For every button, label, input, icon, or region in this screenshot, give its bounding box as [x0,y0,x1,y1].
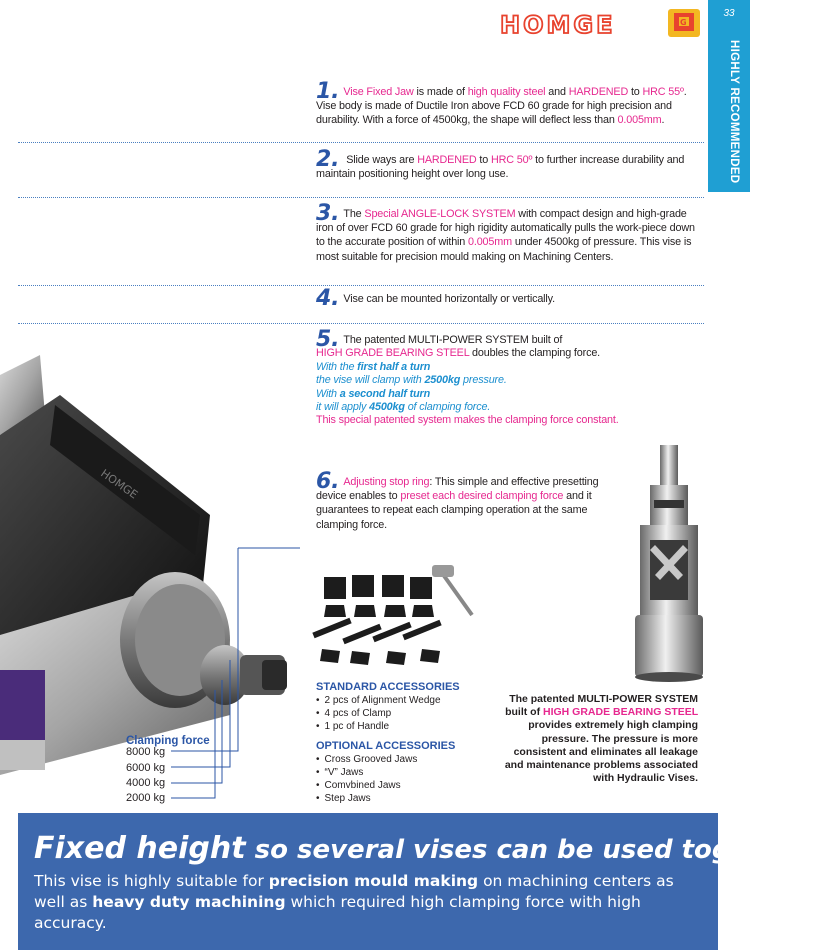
text-run: The [343,208,365,220]
text-run: provides extremely high clamping pressure. The pressure is more consistent and eliminates all leakage and maintenance problems associated with Hydraulic Vises. [504,719,698,785]
text-run: to [628,86,643,98]
optional-accessories-list [316,753,417,805]
feature-number: 2. [316,147,340,172]
optional-accessories-title: OPTIONAL ACCESSORIES [316,740,456,752]
text-run: Adjusting stop ring [343,476,430,488]
text-run: HRC 50º [490,154,533,166]
text-run: the vise will clamp with [316,374,425,387]
feature-number: 4. [316,286,340,311]
divider [18,142,704,143]
feature-number: 1. [316,79,340,104]
text-run: : This simple and effective presetting device enables to [316,476,599,503]
text-run: it will apply [316,401,370,414]
multi-power-caption [500,693,698,785]
text-run: HARDENED [568,86,629,98]
text-run: Vise Fixed Jaw [343,86,414,98]
text-run: and it guarantees to repeat each clamping operation at the same clamping force. [316,490,592,531]
clamping-force-value: 4000 kg [126,777,166,789]
text-run: HIGH GRADE BEARING STEEL [543,706,698,719]
multi-power-system-image [620,445,710,685]
list-item: • Cross Grooved Jaws [316,753,417,766]
text-run: under 4500kg of pressure. This vise is most suitable for precision mould making on Machining Centers. [316,236,692,263]
text-run: This vise is highly suitable for [34,872,269,890]
feature-6 [316,469,628,532]
clamping-force-value: 6000 kg [126,762,166,774]
divider [18,285,704,286]
list-item: • 4 pcs of Clamp [316,707,441,720]
text-run: HARDENED [417,154,477,166]
banner-headline [34,831,816,866]
divider [18,323,704,324]
text-run: The patented MULTI-POWER SYSTEM built of [505,693,698,719]
feature-number: 6. [316,469,340,494]
clamping-force-value: 8000 kg [126,746,166,758]
accessories-image [312,565,492,675]
banner-headline-big: Fixed height [34,831,246,866]
svg-text:G: G [680,18,687,27]
text-run: is made of [413,86,468,98]
homge-logo [500,6,710,40]
banner-headline-rest: so several vises can be used together. [245,835,816,865]
feature-3 [316,201,699,264]
text-run: Vise can be mounted horizontally or vertically. [343,293,555,305]
divider [18,197,704,198]
text-run: high quality steel [467,86,546,98]
text-run: This special patented system makes the clamping force constant. [316,414,619,427]
list-item: • “V” Jaws [316,766,417,779]
text-run: and [545,86,569,98]
text-run: preset each desired clamping force [400,490,564,503]
text-run: on machining centers as well as [34,872,674,911]
text-run: heavy duty machining [92,893,286,911]
text-run: . [661,114,665,127]
text-run: which required high clamping force with high accuracy. [34,893,641,932]
text-run: to [476,154,491,166]
text-run: to further increase durability and maintain positioning height over long use. [316,154,685,181]
list-item: • Comvbined Jaws [316,779,417,792]
bottom-banner [18,813,816,950]
feature-2 [316,147,699,181]
text-run: with compact design and high-grade iron of over FCD 60 grade for high rigidity automatically pulls the work-piece down to the accurate position of within [316,208,695,249]
text-run: first half a turn [357,360,431,373]
text-run: 0.005mm [617,114,662,127]
feature-number: 3. [316,201,340,226]
list-item: • Step Jaws [316,792,417,805]
clamping-force-title: Clamping force [126,735,210,747]
list-item: • 2 pcs of Alignment Wedge [316,694,441,707]
clamping-force-value: 2000 kg [126,792,166,804]
list-item: • 1 pc of Handle [316,720,441,733]
text-run: a second half turn [339,387,431,400]
text-run: 0.005mm [468,236,512,249]
text-run: With [316,387,340,400]
feature-4 [316,286,699,311]
svg-text:HOMGE: HOMGE [500,11,616,39]
banner-body [34,871,694,934]
text-run: 4500kg [369,401,405,414]
standard-accessories-title: STANDARD ACCESSORIES [316,681,460,693]
text-run: precision mould making [268,872,479,890]
text-run: HIGH GRADE BEARING STEEL [316,347,470,360]
feature-5 [316,327,636,428]
text-run: HRC 55º [642,86,684,98]
text-run: . Vise body is made of Ductile Iron above FCD 60 grade for high precision and durability. With a force of 4500kg, the shape will deflect less than [316,86,687,127]
text-run: The patented MULTI-POWER SYSTEM built of [343,334,563,346]
standard-accessories-list [316,694,441,733]
text-run: Special ANGLE-LOCK SYSTEM [364,208,516,220]
feature-1 [316,79,699,128]
text-run: With the [316,360,358,373]
text-run: pressure. [460,374,507,387]
text-run: 2500kg [424,374,461,387]
feature-number: 5. [316,327,340,352]
text-run: doubles the clamping force. [469,347,601,360]
text-run: Slide ways are [343,154,418,166]
svg-text:HOMGE: HOMGE [98,466,141,502]
side-label: HIGHLY RECOMMENDED [728,40,740,184]
text-run: of clamping force. [404,401,491,414]
page-number: 33 [723,8,735,19]
